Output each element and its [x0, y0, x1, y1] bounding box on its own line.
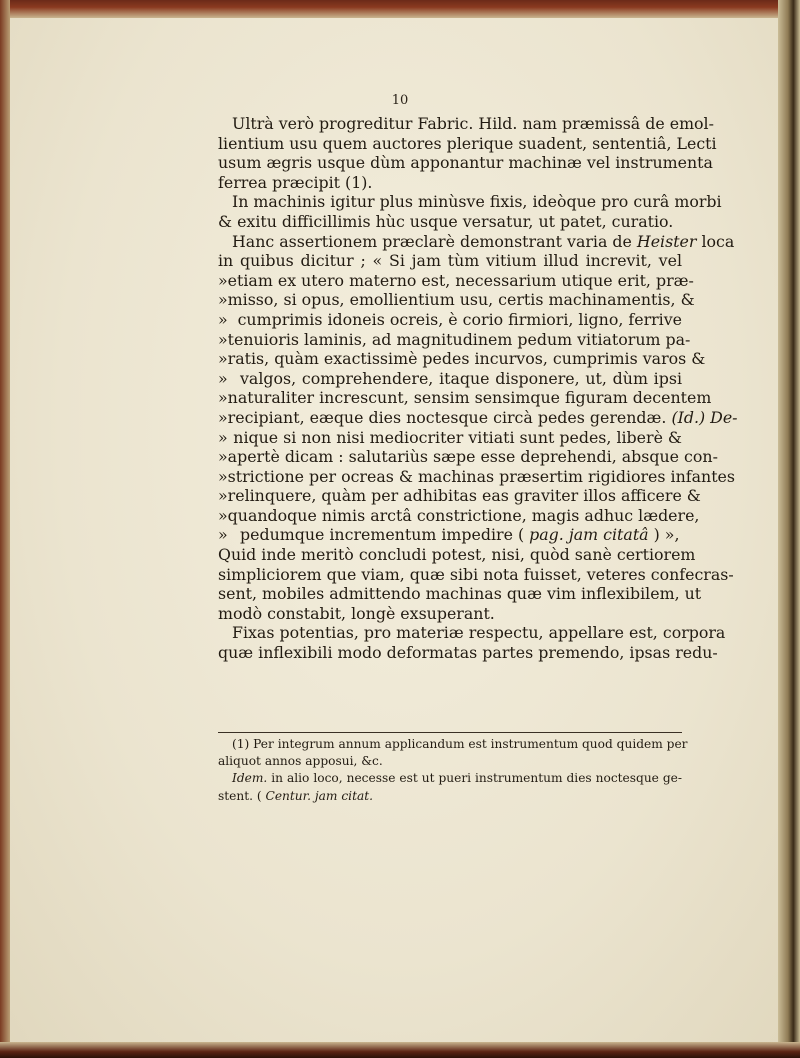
text-line: Fixas potentias, pro materiæ respectu, appellare est, corpora	[232, 623, 726, 643]
quote-line	[218, 447, 718, 467]
quote-line	[218, 388, 712, 408]
text-line: In machinis igitur plus minùsve fixis, ideòque pro curâ morbi	[232, 192, 722, 212]
quote-line	[218, 310, 682, 330]
quote-text: etiam ex utero materno est, necessarium utique erit, præ-	[227, 270, 694, 290]
author-name: Heister	[636, 231, 697, 251]
main-text	[218, 114, 738, 663]
text-line: Ultrà verò progreditur Fabric. Hild. nam præmissâ de emol-	[232, 114, 714, 133]
scan-border-left	[0, 0, 10, 1058]
footnotes	[218, 736, 688, 805]
quote-mark: »	[218, 388, 228, 408]
text-segment: ) »,	[653, 525, 680, 545]
text-segment: loca	[696, 231, 735, 251]
footnote-line: aliquot annos apposui, &c.	[218, 754, 383, 769]
quote-text: naturaliter increscunt, sensim sensimque figuram decentem	[227, 388, 712, 408]
quote-line	[218, 349, 706, 369]
text-line: lientium usu quem auctores plerique suadent, sententiâ, Lecti	[218, 133, 717, 153]
scan-border-top	[0, 0, 800, 18]
quote-text: valgos, comprehendere, itaque disponere, ut, dùm ipsi	[240, 368, 682, 388]
text-line: Quid inde meritò concludi potest, nisi, quòd sanè certiorem	[218, 545, 696, 565]
quote-text: apertè dicam : salutariùs sæpe esse deprehendi, absque con-	[227, 447, 718, 467]
footnote-idem: Idem.	[232, 771, 268, 786]
text-line: in quibus dicitur ; « Si jam tùm vitium illud increvit, vel	[218, 251, 682, 271]
text-line: usum ægris usque dùm apponantur machinæ vel instrumenta	[218, 153, 713, 173]
text-segment: stent. (	[218, 788, 262, 803]
quote-text	[228, 408, 738, 428]
footnote-line	[218, 770, 682, 787]
quote-line	[218, 270, 694, 291]
text-line: quæ inflexibili modo deformatas partes premendo, ipsas redu-	[218, 643, 718, 663]
text-line	[218, 231, 735, 252]
text-segment: in alio loco, necesse est ut pueri instrumentum dies noctesque ge-	[271, 771, 683, 786]
text-segment: Hanc assertionem præclarè demonstrant varia de	[232, 231, 632, 251]
scan-border-bottom	[0, 1042, 800, 1058]
quote-line	[218, 290, 695, 310]
text-segment: pedumque incrementum impedire (	[240, 525, 525, 545]
footnote-line	[218, 788, 682, 805]
text-segment: recipiant, eæque dies noctesque circà pedes gerendæ.	[227, 407, 667, 427]
quote-mark: »	[218, 290, 228, 310]
quote-text: nique si non nisi mediocriter vitiati sunt pedes, liberè &	[233, 427, 682, 447]
quote-text: tenuioris laminis, ad magnitudinem pedum vitiatorum pa-	[227, 329, 691, 349]
scan-border-right	[778, 0, 800, 1058]
quote-text: cumprimis idoneis ocreis, è corio firmiori, ligno, ferrive	[237, 309, 682, 329]
text-line: sent, mobiles admittendo machinas quæ vim inflexibilem, ut	[218, 584, 702, 604]
quote-mark: »	[218, 368, 228, 388]
quote-line	[218, 525, 682, 545]
quote-mark: »	[218, 466, 228, 486]
quote-mark: »	[218, 427, 228, 447]
footnote-line: (1) Per integrum annum applicandum est instrumentum quod quidem per	[232, 737, 688, 751]
text-line: simpliciorem que viam, quæ sibi nota fuisset, veteres confecras-	[218, 564, 734, 584]
quote-text: misso, si opus, emollientium usu, certis machinamentis, &	[227, 290, 695, 310]
quote-line	[218, 505, 700, 526]
quote-text: strictione per ocreas & machinas præsertim rigidiores infantes	[227, 466, 736, 486]
quote-mark: »	[218, 329, 228, 349]
text-line: ferrea præcipit (1).	[218, 172, 373, 192]
quote-line	[218, 329, 691, 350]
quote-text: quandoque nimis arctâ constrictione, magis adhuc lædere,	[227, 505, 700, 525]
page-reference: pag. jam citatâ	[529, 525, 649, 545]
text-line: & exitu difficillimis hùc usque versatur, ut patet, curatio.	[218, 211, 674, 231]
quote-line	[218, 369, 682, 389]
quote-mark: »	[218, 447, 228, 467]
quote-text: relinquere, quàm per adhibitas eas graviter illos afficere &	[227, 486, 701, 506]
quote-mark: »	[218, 349, 228, 369]
footnote-rule	[218, 732, 682, 733]
quote-text: ratis, quàm exactissimè pedes incurvos, cumprimis varos &	[227, 349, 706, 369]
quote-mark: »	[218, 505, 228, 525]
footnote-reference: Centur. jam citat.	[265, 788, 374, 803]
page-number: 10	[391, 93, 409, 108]
quote-mark: »	[218, 270, 228, 290]
quote-mark: »	[218, 525, 228, 545]
citation-id: (Id.) De-	[671, 407, 738, 427]
quote-line	[218, 428, 682, 448]
quote-line	[218, 486, 701, 506]
quote-line	[218, 466, 736, 487]
text-line: modò constabit, longè exsuperant.	[218, 603, 495, 623]
quote-mark: »	[218, 407, 228, 427]
quote-text	[240, 525, 682, 545]
quote-line	[218, 407, 738, 428]
quote-mark: »	[218, 309, 228, 329]
quote-mark: »	[218, 486, 228, 506]
